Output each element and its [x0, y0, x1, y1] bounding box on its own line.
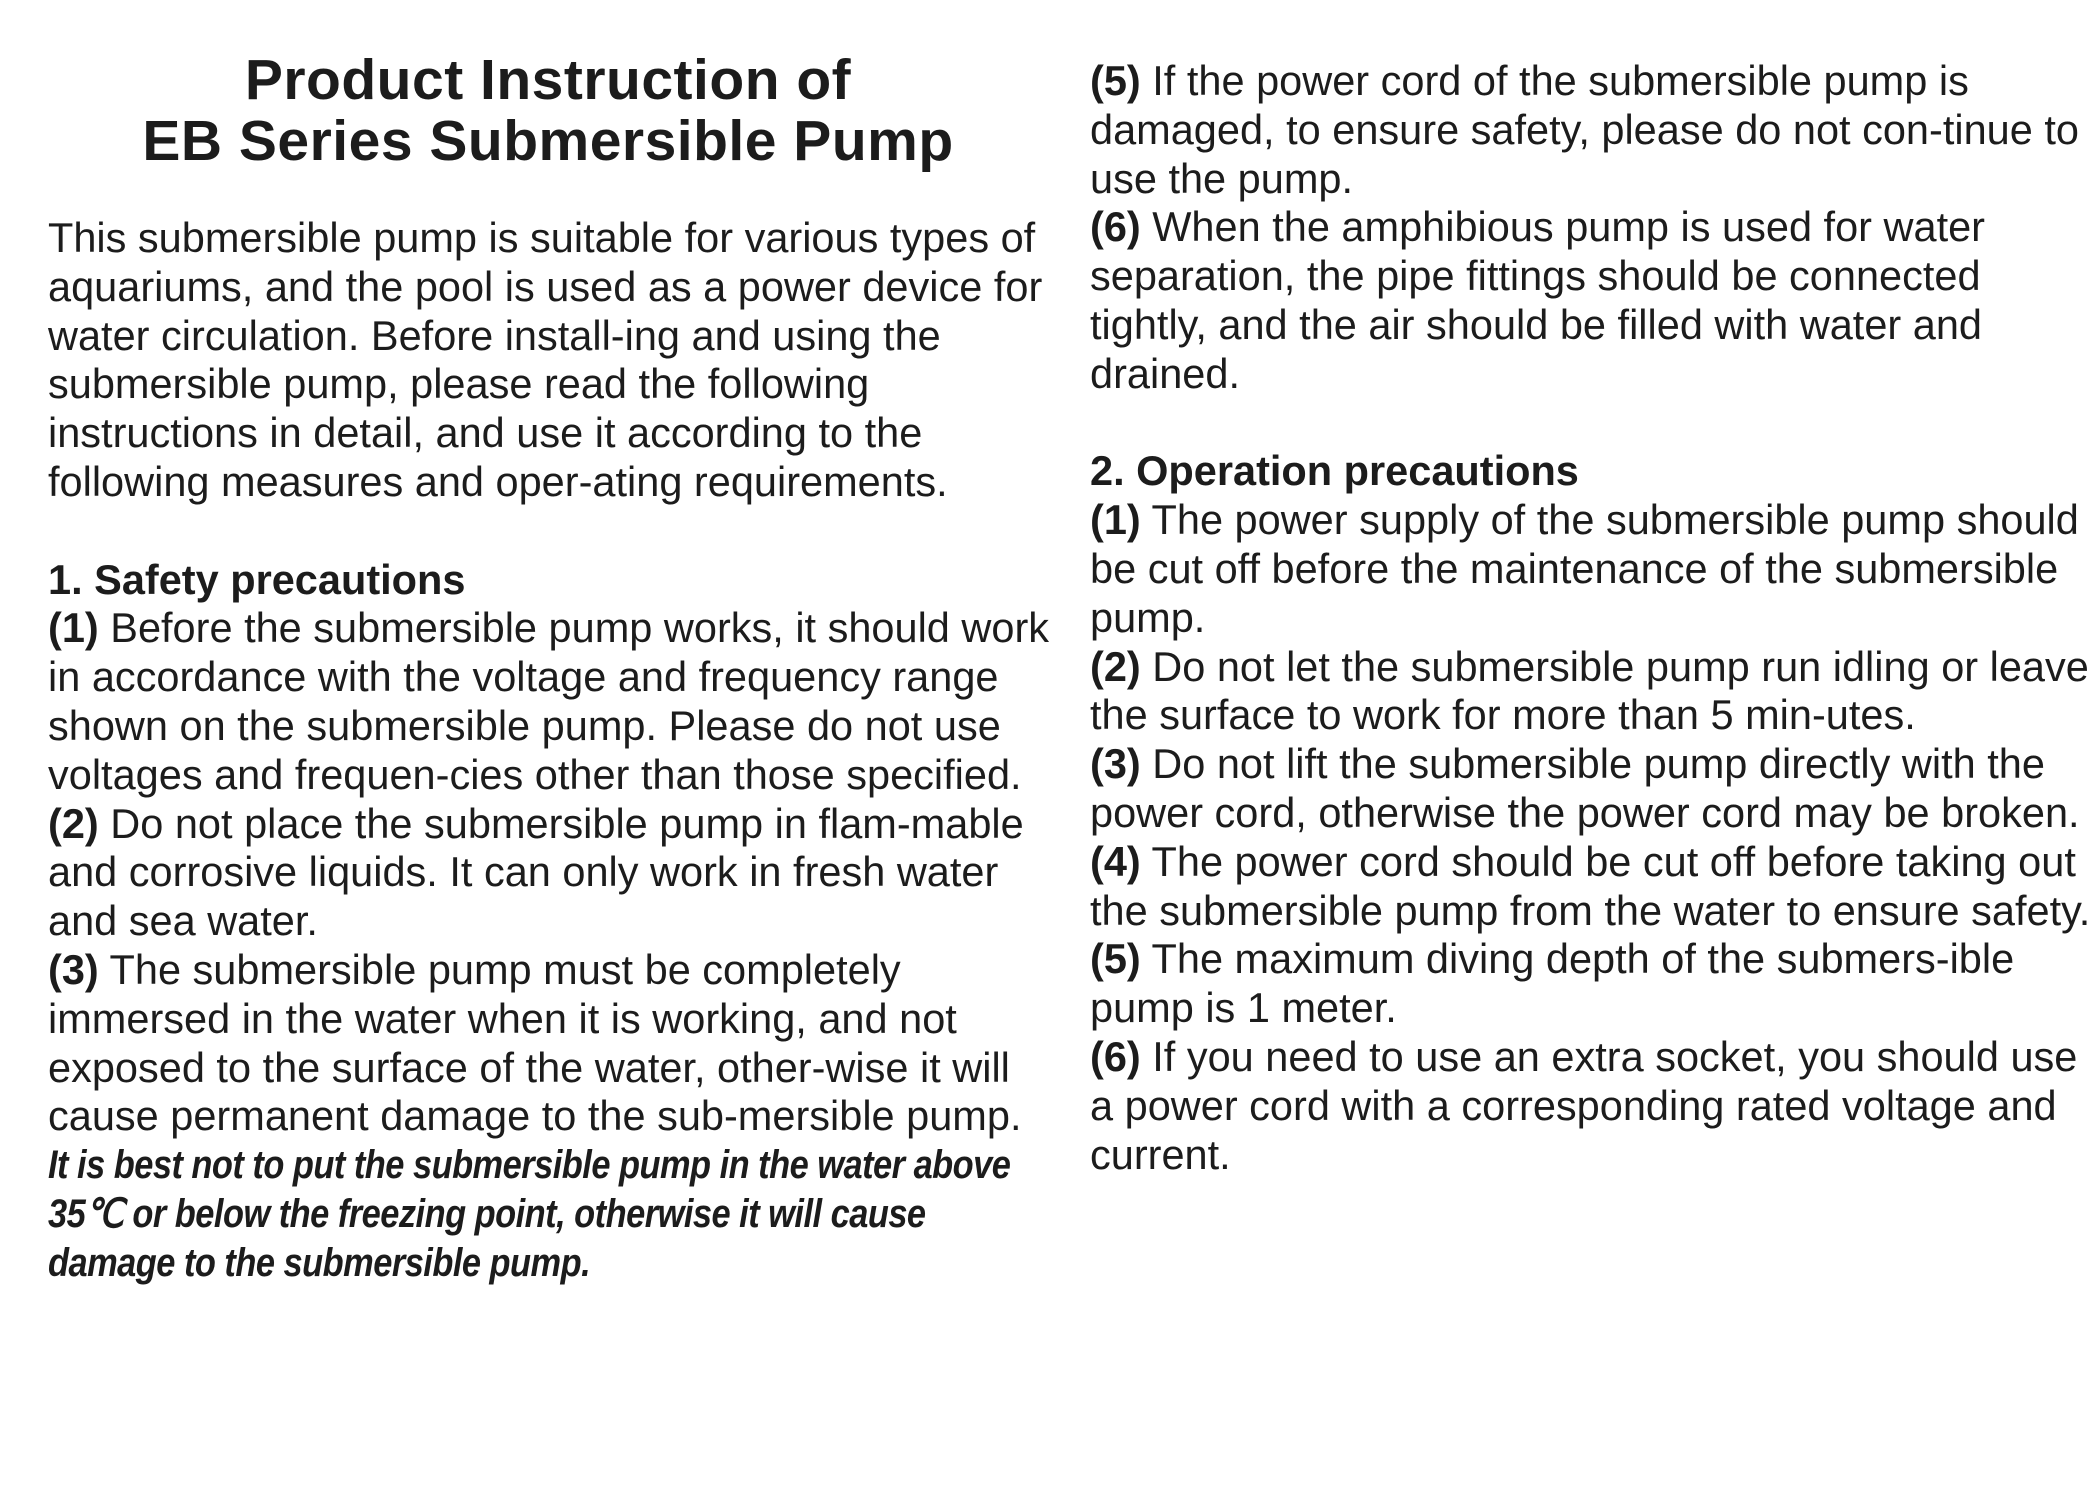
item-text: The power supply of the submersible pump should be cut off before the maintenance of the submersible pump.	[1090, 496, 2079, 641]
item-text: The maximum diving depth of the submers-ible pump is 1 meter.	[1090, 935, 2015, 1032]
item-number: (5)	[1090, 935, 1141, 983]
operation-item-1	[1090, 496, 2100, 642]
temperature-warning-note: It is best not to put the submersible pump in the water above 35℃ or below the freezing point, otherwise it will cause damage to the submersible pump.	[48, 1143, 1011, 1286]
safety-item-2	[48, 800, 1058, 946]
page-title	[48, 50, 1048, 172]
title-line-1: Product Instruction of	[244, 48, 852, 112]
safety-heading: 1. Safety precautions	[48, 555, 466, 603]
item-text: Do not place the submersible pump in flam-mable and corrosive liquids. It can only work in fresh water and sea water.	[48, 799, 1024, 945]
title-line-2: EB Series Submersible Pump	[142, 109, 954, 173]
left-text-flow	[48, 214, 1058, 1288]
item-text: The power cord should be cut off before taking out the submersible pump from the water to ensure safety.	[1090, 837, 2091, 934]
item-text: Do not lift the submersible pump directly with the power cord, otherwise the power cord may be broken.	[1090, 740, 2080, 836]
item-text: If the power cord of the submersible pump is damaged, to ensure safety, please do not con-tinue to use the pump.	[1090, 57, 2079, 202]
item-number: (5)	[1090, 57, 1141, 104]
item-text: If you need to use an extra socket, you should use a power cord with a corresponding rated voltage and current.	[1090, 1032, 2078, 1178]
item-number: (2)	[1090, 642, 1141, 690]
item-number: (3)	[1090, 740, 1141, 788]
item-text: Do not let the submersible pump run idling or leave the surface to work for more than 5 min-utes.	[1090, 642, 2089, 739]
safety-item-6	[1090, 203, 2100, 398]
operation-item-5	[1090, 935, 2100, 1033]
right-text-flow	[1090, 57, 2100, 1179]
safety-item-5	[1090, 57, 2100, 203]
item-number: (4)	[1090, 837, 1141, 885]
intro-paragraph: This submersible pump is suitable for various types of aquariums, and the pool is used as a power device for water circulation. Before install-ing and using the submersible pump, please read the following instructions in detail, and use it according to the following measures and oper-ating requirements.	[48, 214, 1043, 505]
safety-item-1	[48, 604, 1058, 799]
safety-item-3	[48, 946, 1058, 1141]
item-text: Before the submersible pump works, it should work in accordance with the voltage and frequency range shown on the submersible pump. Please do not use voltages and frequen-cies other than those specified.	[48, 604, 1050, 798]
item-number: (6)	[1090, 203, 1141, 251]
item-text: When the amphibious pump is used for water separation, the pipe fittings should be connected tightly, and the air should be filled with water and drained.	[1090, 203, 1985, 397]
operation-item-2	[1090, 643, 2100, 741]
item-number: (1)	[48, 604, 99, 652]
item-number: (2)	[48, 799, 99, 847]
operation-item-4	[1090, 838, 2100, 936]
item-number: (6)	[1090, 1032, 1141, 1080]
operation-heading: 2. Operation precautions	[1090, 447, 1579, 495]
operation-item-6	[1090, 1033, 2100, 1179]
item-number: (1)	[1090, 496, 1141, 544]
item-text: The submersible pump must be completely immersed in the water when it is working, and not exposed to the surface of the water, other-wise it will cause permanent damage to the sub-mersible pump.	[48, 945, 1022, 1140]
section-spacer	[1090, 399, 2100, 448]
section-spacer	[48, 507, 1058, 556]
operation-item-3	[1090, 740, 2100, 838]
item-number: (3)	[48, 945, 99, 993]
